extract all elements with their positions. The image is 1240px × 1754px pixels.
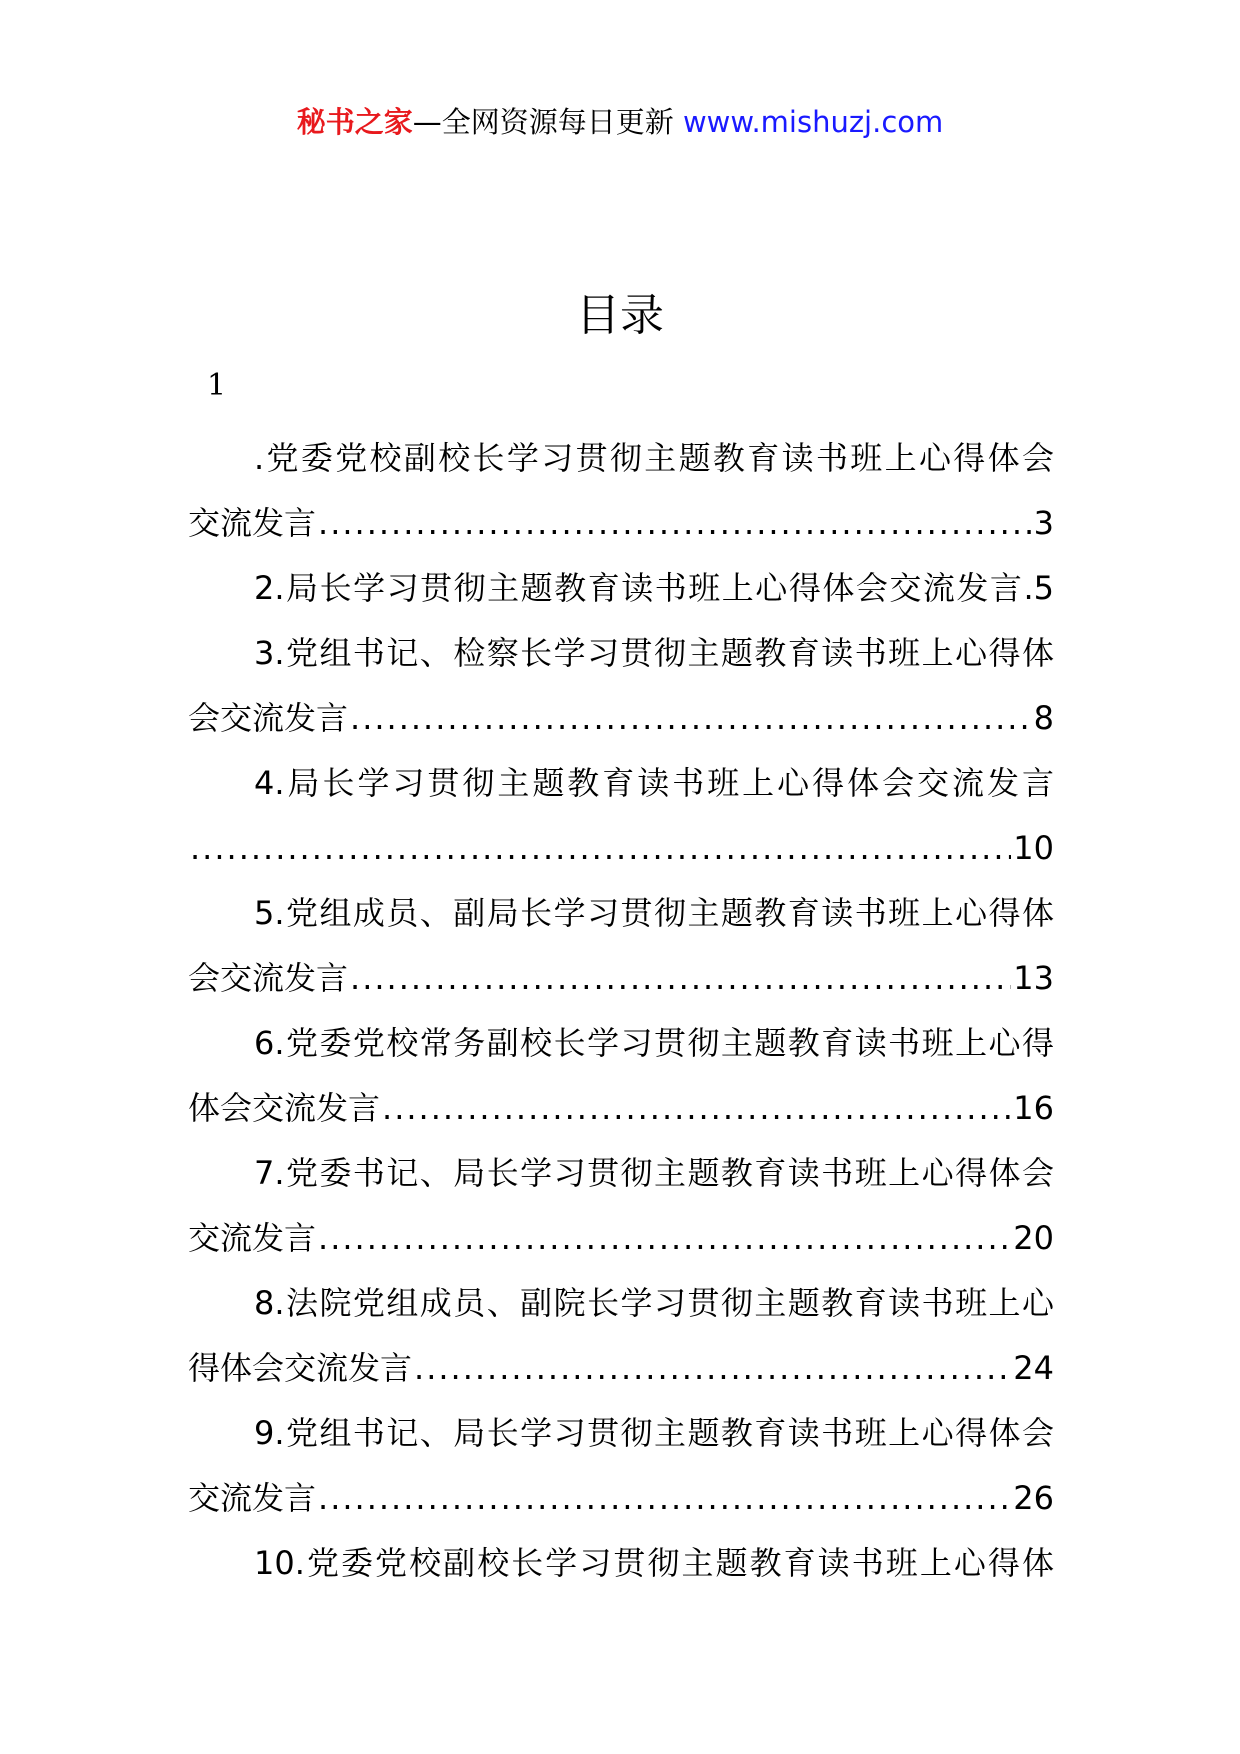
toc-entry-5-leader[interactable] — [188, 946, 1054, 1011]
toc-entry-label: 会交流发言 — [188, 699, 349, 737]
toc-entry-10-title[interactable]: 10.党委党校副校长学习贯彻主题教育读书班上心得体 — [254, 1544, 1054, 1582]
toc-entry-6-title[interactable]: 6.党委党校常务副校长学习贯彻主题教育读书班上心得 — [254, 1024, 1054, 1062]
toc-page-number: 26 — [1013, 1479, 1054, 1517]
leader-dots — [414, 1336, 1011, 1401]
page-title: 目录 — [576, 290, 664, 341]
toc-entry-label: 得体会交流发言 — [188, 1349, 413, 1387]
leader-dots — [318, 1466, 1011, 1531]
leader-dots — [382, 1076, 1011, 1141]
leader-dots — [190, 816, 1011, 881]
toc-entry-3-leader[interactable] — [188, 686, 1054, 751]
toc-page-number: 8 — [1033, 699, 1054, 737]
toc-page-number: 16 — [1013, 1089, 1054, 1127]
toc-entry-label: 交流发言 — [188, 1479, 317, 1517]
toc-entry-3-title[interactable]: 3.党组书记、检察长学习贯彻主题教育读书班上心得体 — [254, 634, 1054, 672]
toc-entry-label: 交流发言 — [188, 504, 317, 542]
toc-entry-1-leader[interactable] — [188, 491, 1054, 556]
site-header — [0, 102, 1240, 142]
toc-page-number: 24 — [1013, 1349, 1054, 1387]
leader-dots — [350, 946, 1011, 1011]
toc-entry-9-title[interactable]: 9.党组书记、局长学习贯彻主题教育读书班上心得体会 — [254, 1414, 1054, 1452]
toc-entry-1-title[interactable]: .党委党校副校长学习贯彻主题教育读书班上心得体会 — [254, 439, 1054, 477]
brand-name: 秘书之家 — [296, 105, 413, 139]
table-of-contents — [188, 426, 1054, 1596]
leader-dots — [318, 1206, 1011, 1271]
site-url-link[interactable]: www.mishuzj.com — [682, 105, 944, 139]
leader-dots — [318, 491, 1032, 556]
toc-entry-7-leader[interactable] — [188, 1206, 1054, 1271]
header-slogan: —全网资源每日更新 — [412, 105, 674, 139]
toc-page-number: 13 — [1013, 959, 1054, 997]
toc-entry-9-leader[interactable] — [188, 1466, 1054, 1531]
page-number: 1 — [207, 368, 227, 403]
toc-page-number: 20 — [1013, 1219, 1054, 1257]
toc-entry-8-title[interactable]: 8.法院党组成员、副院长学习贯彻主题教育读书班上心 — [254, 1284, 1054, 1322]
toc-entry-label: 交流发言 — [188, 1219, 317, 1257]
toc-entry-label: 会交流发言 — [188, 959, 349, 997]
toc-entry-5-title[interactable]: 5.党组成员、副局长学习贯彻主题教育读书班上心得体 — [254, 894, 1054, 932]
toc-page-number: 10 — [1013, 829, 1054, 867]
toc-page-number: 3 — [1033, 504, 1054, 542]
toc-entry-4-title[interactable]: 4.局长学习贯彻主题教育读书班上心得体会交流发言 — [254, 764, 1054, 802]
toc-entry-7-title[interactable]: 7.党委书记、局长学习贯彻主题教育读书班上心得体会 — [254, 1154, 1054, 1192]
toc-entry-4-leader[interactable] — [188, 816, 1054, 881]
leader-dots — [350, 686, 1032, 751]
toc-entry-8-leader[interactable] — [188, 1336, 1054, 1401]
toc-entry-6-leader[interactable] — [188, 1076, 1054, 1141]
toc-entry-label: 体会交流发言 — [188, 1089, 381, 1127]
toc-entry-2-title[interactable]: 2.局长学习贯彻主题教育读书班上心得体会交流发言.5 — [254, 569, 1054, 607]
